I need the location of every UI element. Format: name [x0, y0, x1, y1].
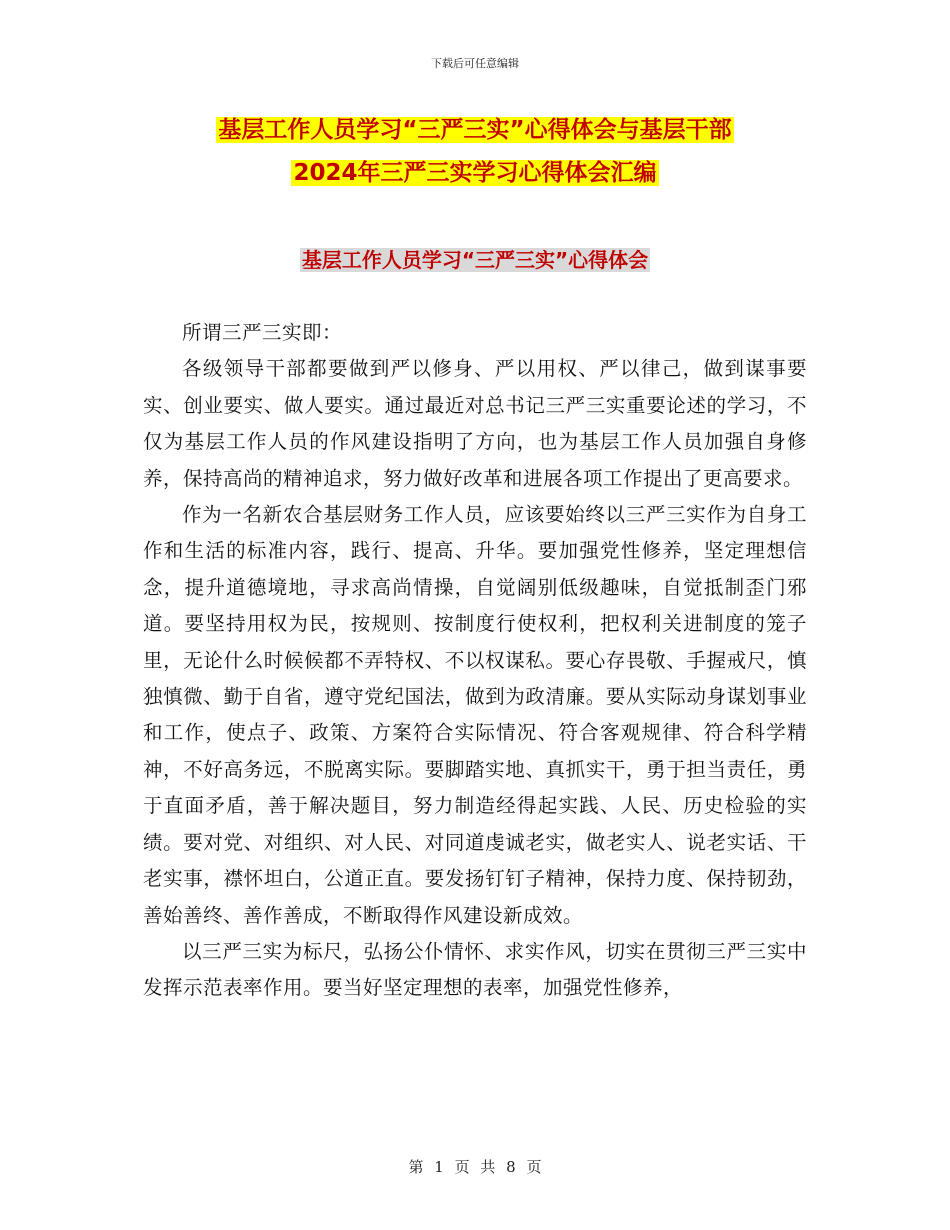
- section-title: [0, 245, 950, 275]
- paragraph-definition: 各级领导干部都要做到严以修身、严以用权、严以律己，做到谋事要实、创业要实、做人要实。通过最近对总书记三严三实重要论述的学习，不仅为基层工作人员的作风建设指明了方向，也为基层工作人员加强自身修养，保持高尚的精神追求，努力做好改革和进展各项工作提出了更高要求。: [143, 357, 807, 490]
- document-title-line-2-text: 2024年三严三实学习心得体会汇编: [293, 160, 657, 186]
- page-footer: 第 1 页 共 8 页: [408, 1158, 542, 1176]
- document-title-line-1: [0, 114, 950, 146]
- section-title-text: 基层工作人员学习“三严三实”心得体会: [301, 248, 649, 272]
- paragraph-standard: 以三严三实为标尺，弘扬公仆情怀、求实作风，切实在贯彻三严三实中发挥示范表率作用。要当好坚定理想的表率，加强党性修养，: [143, 939, 807, 1000]
- document-title-line-1-text: 基层工作人员学习“三严三实”心得体会与基层干部: [218, 117, 732, 143]
- document-body: [143, 315, 807, 1007]
- paragraph-practice: 作为一名新农合基层财务工作人员，应该要始终以三严三实作为自身工作和生活的标准内容，践行、提高、升华。要加强党性修养，坚定理想信念，提升道德境地，寻求高尚情操，自觉阔别低级趣味，自觉抵制歪门邪道。要坚持用权为民，按规则、按制度行使权利，把权利关进制度的笼子里，无论什么时候候都不弄特权、不以权谋私。要心存畏敬、手握戒尺，慎独慎微、勤于自省，遵守党纪国法，做到为政清廉。要从实际动身谋划事业和工作，使点子、政策、方案符合实际情况、符合客观规律、符合科学精神，不好高务远，不脱离实际。要脚踏实地、真抓实干，勇于担当责任，勇于直面矛盾，善于解决题目，努力制造经得起实践、人民、历史检验的实绩。要对党、对组织、对人民、对同道虔诚老实，做老实人、说老实话、干老实事，襟怀坦白，公道正直。要发扬钉钉子精神，保持力度、保持韧劲，善始善终、善作善成，不断取得作风建设新成效。: [143, 503, 807, 927]
- paragraph-intro: 所谓三严三实即：: [182, 321, 343, 344]
- page-header: 下载后可任意编辑: [431, 57, 519, 70]
- document-title-line-2: [0, 157, 950, 189]
